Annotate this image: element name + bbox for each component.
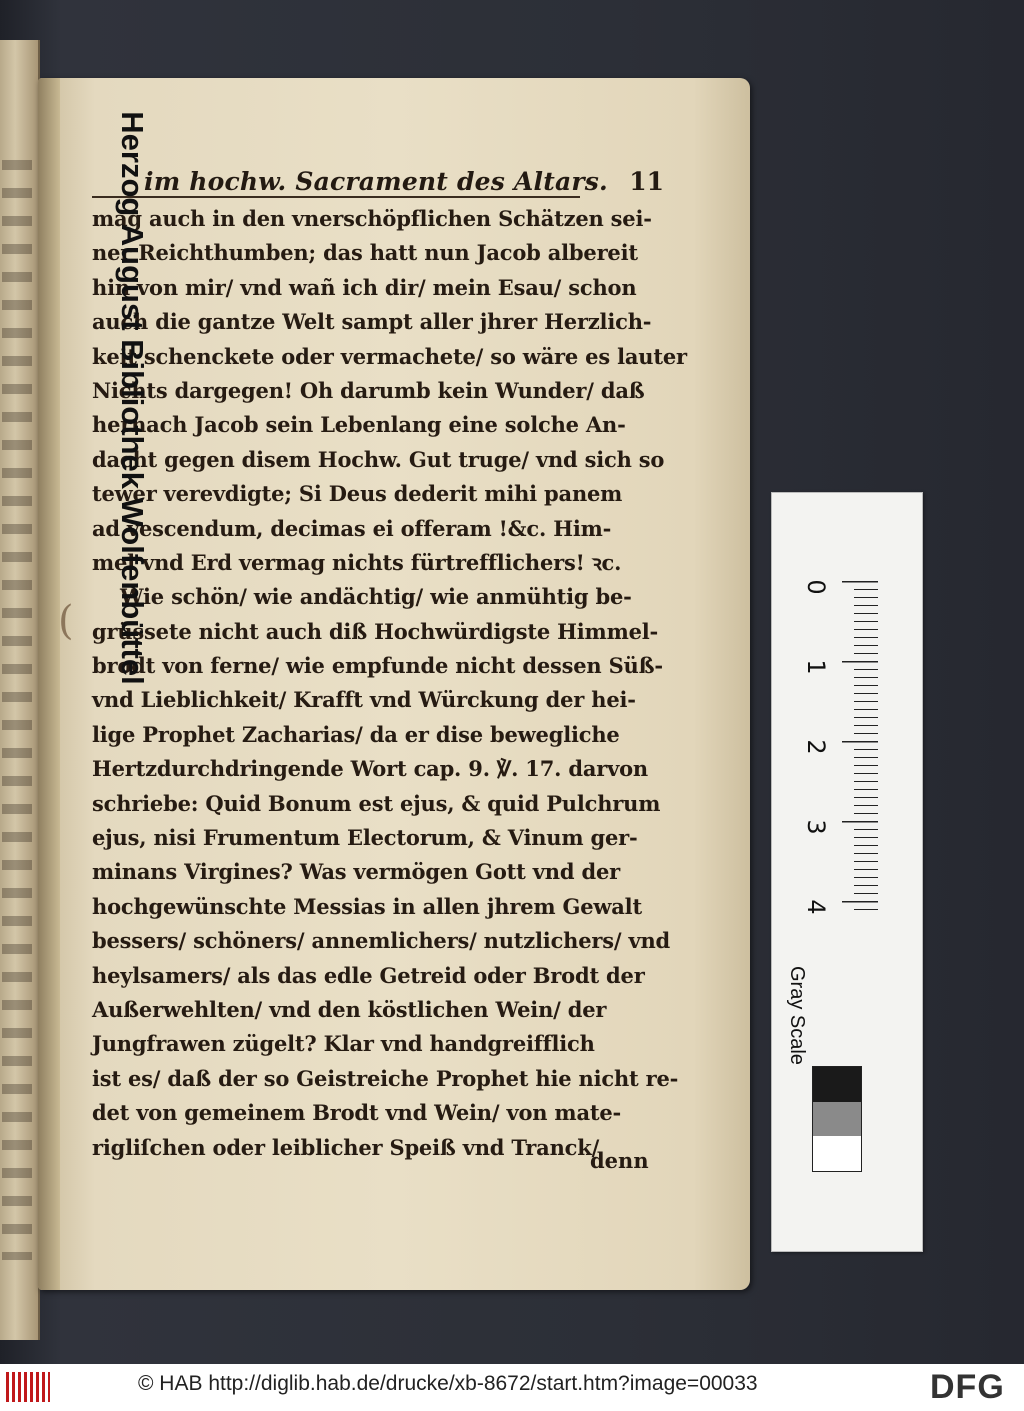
text-line: rigliſchen oder leiblicher Speiß vnd Tranck/	[92, 1134, 600, 1160]
text-line: tewer verevdigte; Si Deus dederit mihi panem	[92, 481, 623, 507]
ruler-number: 3	[802, 819, 830, 835]
text-line: dacht gegen disem Hochw. Gut truge/ vnd sich so	[92, 446, 665, 472]
gray-swatch	[813, 1136, 861, 1171]
gray-swatch	[813, 1102, 861, 1137]
text-line: Nichts dargegen! Oh darumb kein Wunder/ daß	[92, 377, 645, 403]
text-line: hernach Jacob sein Lebenlang eine solche An-	[92, 412, 626, 438]
text-line: lige Prophet Zacharias/ da er dise bewegliche	[92, 721, 620, 747]
text-line: schriebe: Quid Bonum est ejus, & quid Pulchrum	[92, 790, 661, 816]
text-line: mag auch in den vnerschöpflichen Schätzen sei-	[92, 206, 652, 231]
page-header	[144, 152, 664, 196]
catchword: denn	[590, 1148, 649, 1173]
ruler-number: 1	[802, 659, 830, 675]
text-line: keit schenckete oder vermachete/ so wäre es lauter	[92, 343, 687, 369]
page-body-text	[92, 202, 687, 1165]
text-line: Hertzdurchdringende Wort cap. 9. ℣. 17. darvon	[92, 756, 648, 782]
text-line: hochgewünschte Messias in allen jhrem Gewalt	[92, 893, 642, 919]
text-line: hin von mir/ vnd wañ ich dir/ mein Esau/ schon	[92, 274, 637, 300]
text-line: ejus, nisi Frumentum Electorum, & Vinum ger-	[92, 825, 638, 851]
text-line: bessers/ schöners/ annemlichers/ nutzlichers/ vnd	[92, 928, 671, 954]
text-line: brodt von ferne/ wie empfunde nicht dessen Süß-	[92, 653, 663, 679]
text-line: minans Virgines? Was vermögen Gott vnd der	[92, 859, 620, 885]
ruler-number: 0	[802, 579, 830, 595]
header-rule	[92, 196, 580, 198]
text-line: vnd Lieblichkeit/ Krafft vnd Würckung der hei-	[92, 687, 636, 713]
ruler-major-ticks	[842, 581, 878, 911]
text-line: grüssete nicht auch diß Hochwürdigste Himmel-	[92, 618, 659, 644]
text-line: mel vnd Erd vermag nichts fürtrefflichers! ꝛc.	[92, 549, 622, 575]
gray-scale-label: Gray Scale	[786, 966, 808, 1065]
gray-scale-swatches	[812, 1066, 862, 1172]
page-gutter	[38, 78, 60, 1290]
text-line: ner Reichthumben; das hatt nun Jacob albereit	[92, 240, 638, 266]
text-line: ad vescendum, decimas ei offeram !&c. Him-	[92, 515, 612, 541]
gray-swatch	[813, 1067, 861, 1102]
text-line: Wie schön/ wie andächtig/ wie anmühtig be-	[120, 584, 632, 610]
ruler-number: 4	[802, 899, 830, 915]
ruler-number: 2	[802, 739, 830, 755]
page-number: 11	[629, 167, 664, 196]
text-line: auch die gantze Welt sampt aller jhrer Herzlich-	[92, 309, 652, 335]
dfg-logo: DFG	[930, 1368, 1005, 1406]
hab-logo-icon	[6, 1372, 50, 1402]
text-line: heylsamers/ als das edle Getreid oder Brodt der	[92, 962, 645, 988]
footer-bar	[0, 1364, 1024, 1411]
text-line: ist es/ daß der so Geistreiche Prophet hie nicht re-	[92, 1065, 679, 1091]
copyright-url: © HAB http://diglib.hab.de/drucke/xb-8672/start.htm?image=00033	[138, 1372, 758, 1395]
text-line: Außerwehlten/ vnd den köstlichen Wein/ der	[92, 996, 607, 1022]
text-line: Jungfrawen zügelt? Klar vnd handgreifflich	[92, 1031, 595, 1057]
running-head: im hochw. Sacrament des Altars.	[144, 167, 608, 196]
ruler-numbers	[798, 573, 838, 913]
library-name: Herzog August Bibliothek Wolfenbüttel	[115, 111, 150, 685]
text-line: det von gemeinem Brodt vnd Wein/ von mate-	[92, 1100, 622, 1126]
margin-mark: (	[58, 598, 74, 644]
previous-page-edge	[0, 40, 40, 1340]
